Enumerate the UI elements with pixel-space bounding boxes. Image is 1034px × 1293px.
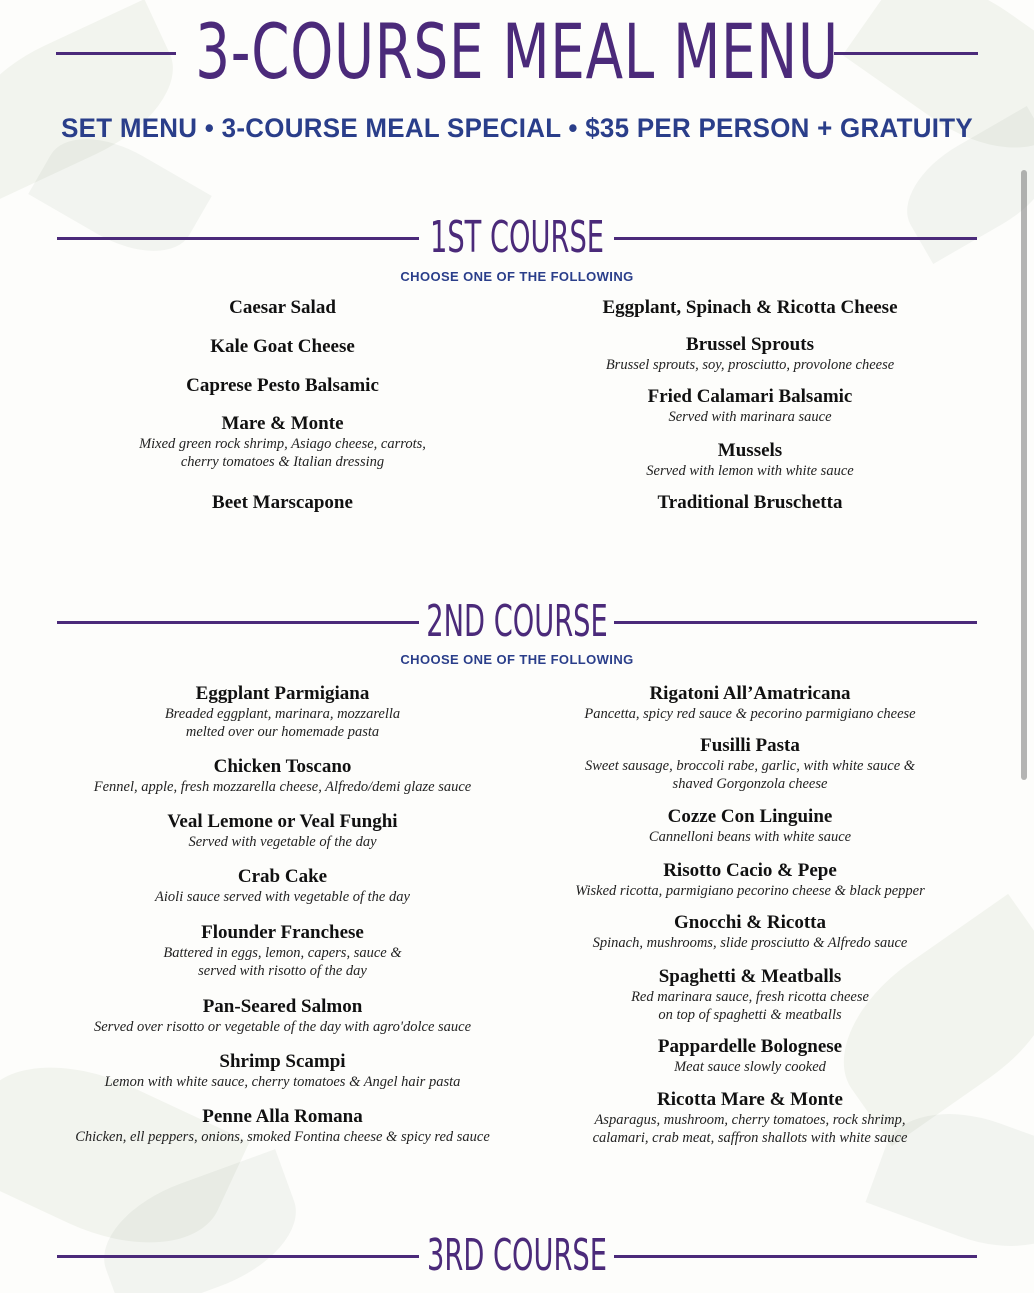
item-name: Caesar Salad [229,297,336,318]
item-description: Served with marinara sauce [668,409,832,425]
menu-item [540,1089,960,1147]
item-description: Cannelloni beans with white sauce [648,829,852,845]
item-name: Eggplant Parmigiana [195,683,370,704]
menu-item [540,806,960,846]
item-description: served with risotto of the day [198,963,367,979]
item-description: Meat sauce slowly cooked [674,1059,826,1075]
item-name: Gnocchi & Ricotta [674,912,826,933]
menu-item [40,811,525,851]
item-name: Fusilli Pasta [700,735,800,756]
item-description: Chicken, ell peppers, onions, smoked Fontina cheese & spicy red sauce [75,1129,490,1145]
item-name: Traditional Bruschetta [657,492,843,513]
scrollbar[interactable] [1021,170,1027,780]
item-description: Mixed green rock shrimp, Asiago cheese, carrots, [139,436,426,452]
menu-item [40,375,525,397]
item-description: Aioli sauce served with vegetable of the day [155,889,410,905]
item-description: Served with vegetable of the day [188,834,377,850]
item-description: Red marinara sauce, fresh ricotta cheese [631,989,869,1005]
menu-item [540,386,960,426]
course3-heading: 3RD COURSE [427,1230,607,1281]
menu-item [40,756,525,796]
item-name: Pappardelle Bolognese [657,1036,843,1057]
menu-item [40,492,525,514]
menu-item [540,966,960,1024]
item-description: melted over our homemade pasta [185,724,380,740]
item-name: Kale Goat Cheese [210,336,355,357]
menu-item [540,297,960,319]
item-description: Breaded eggplant, marinara, mozzarella [164,706,401,722]
item-description: Spinach, mushrooms, slide prosciutto & Alfredo sauce [592,935,908,951]
item-name: Chicken Toscano [213,756,352,777]
item-description: on top of spaghetti & meatballs [658,1007,842,1023]
menu-item [40,1051,525,1091]
menu-item [540,1036,960,1076]
item-name: Mare & Monte [221,413,344,434]
course2-heading: 2ND COURSE [426,596,608,647]
item-name: Pan-Seared Salmon [202,996,363,1017]
item-name: Eggplant, Spinach & Ricotta Cheese [602,297,898,318]
menu-item [40,336,525,358]
menu-item [540,683,960,723]
menu-item [540,912,960,952]
menu-item [40,1106,525,1146]
item-description: Lemon with white sauce, cherry tomatoes & Angel hair pasta [104,1074,461,1090]
menu-item [40,413,525,471]
item-description: Served with lemon with white sauce [646,463,854,479]
menu-item [40,922,525,980]
item-description: Sweet sausage, broccoli rabe, garlic, with white sauce & [584,758,916,774]
menu-item [540,334,960,374]
item-description: Brussel sprouts, soy, prosciutto, provolone cheese [605,357,895,373]
item-name: Crab Cake [237,866,328,887]
item-name: Beet Marscapone [212,492,353,513]
item-name: Caprese Pesto Balsamic [186,375,379,396]
menu-item [540,440,960,480]
page-title: 3-COURSE MEAL MENU [195,7,839,96]
item-description: Asparagus, mushroom, cherry tomatoes, rock shrimp, [594,1112,906,1128]
item-name: Flounder Franchese [201,922,364,943]
menu-subtitle: SET MENU • 3-COURSE MEAL SPECIAL • $35 PER PERSON + GRATUITY [61,113,973,143]
item-description: Fennel, apple, fresh mozzarella cheese, Alfredo/demi glaze sauce [93,779,472,795]
item-name: Brussel Sprouts [686,334,814,355]
item-name: Risotto Cacio & Pepe [663,860,837,881]
menu-item [540,492,960,514]
item-name: Spaghetti & Meatballs [658,966,842,987]
menu-item [540,735,960,793]
item-name: Mussels [717,440,783,461]
menu-item [40,866,525,906]
item-description: Pancetta, spicy red sauce & pecorino parmigiano cheese [584,706,916,722]
item-name: Cozze Con Linguine [667,806,833,827]
item-description: calamari, crab meat, saffron shallots with white sauce [592,1130,908,1146]
item-name: Veal Lemone or Veal Funghi [167,811,398,832]
course1-choose: CHOOSE ONE OF THE FOLLOWING [400,269,634,284]
menu-item [40,683,525,741]
item-name: Rigatoni All’Amatricana [649,683,851,704]
menu-item [40,996,525,1036]
item-description: Wisked ricotta, parmigiano pecorino cheese & black pepper [575,883,925,899]
menu-item [540,860,960,900]
item-description: shaved Gorgonzola cheese [672,776,828,792]
item-description: Battered in eggs, lemon, capers, sauce & [163,945,402,961]
menu-item [40,297,525,319]
item-name: Fried Calamari Balsamic [647,386,853,407]
item-description: Served over risotto or vegetable of the day with agro'dolce sauce [93,1019,472,1035]
item-name: Shrimp Scampi [219,1051,346,1072]
course2-choose: CHOOSE ONE OF THE FOLLOWING [400,652,634,667]
course1-heading: 1ST COURSE [429,212,605,263]
item-description: cherry tomatoes & Italian dressing [180,454,385,470]
item-name: Penne Alla Romana [202,1106,363,1127]
item-name: Ricotta Mare & Monte [657,1089,843,1110]
